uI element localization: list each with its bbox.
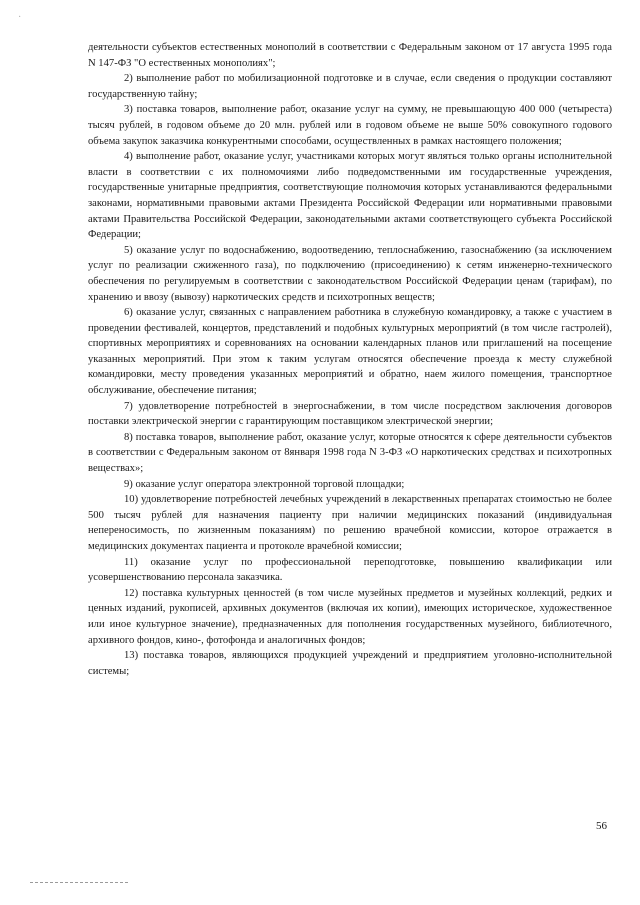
paragraph-item-10: 10) удовлетворение потребностей лечебных учреждений в лекарственных препаратах стоимостью не более 500 тысяч рублей для назначения пациенту при наличии медицинских показаний (индивидуальная непереносимость, по жизненным показаниям) по решению врачебной комиссии, которое отражается в медицинских документах пациента и протоколе врачебной комиссии; <box>88 494 612 552</box>
paragraph-item-7: 7) удовлетворение потребностей в энергоснабжении, в том числе посредством заключения договоров поставки электрической энергии с гарантирующим поставщиком электрической энергии; <box>88 400 612 428</box>
paragraph-item-3: 3) поставка товаров, выполнение работ, оказание услуг на сумму, не превышающую 400 000 (четыреста) тысяч рублей, в годовом объеме до 20 млн. рублей или в годовом объеме не выше 50% совокупного годового объема закупок заказчика конкурентными способами, осуществленных в рамках настоящего положения; <box>88 104 612 147</box>
paragraph-item-2: 2) выполнение работ по мобилизационной подготовке и в случае, если сведения о продукции составляют государственную тайну; <box>88 73 612 100</box>
paragraph-item-4: 4) выполнение работ, оказание услуг, участниками которых могут являться только органы исполнительной власти в соответствии с их полномочиями либо подведомственными им государственные учреждения, государственные унитарные предприятия, соответствующие полномочия которых устанавливаются федеральными законами, нормативными правовыми актами Президента Российской Федерации или нормативными правовыми актами Правительства Российской Федерации, законодательными актами соответствующего субъекта Российской Федерации; <box>88 151 612 241</box>
document-body <box>88 40 612 679</box>
paragraph-item-9: 9) оказание услуг оператора электронной торговой площадки; <box>124 478 405 490</box>
paragraph-continuation: деятельности субъектов естественных монополий в соответствии с Федеральным законом от 17 августа 1995 года N 147-ФЗ "О естественных монополиях"; <box>88 42 612 69</box>
paragraph-item-12: 12) поставка культурных ценностей (в том числе музейных предметов и музейных коллекций, редких и ценных изданий, рукописей, архивных документов (включая их копии), имеющих историческое, художественное или иное культурное значение), предназначенных для пополнения государственных музейного, библиотечного, архивного фондов, кино-, фотофонда и аналогичных фондов; <box>88 587 612 646</box>
paragraph-item-11: 11) оказание услуг по профессиональной переподготовке, повышению квалификации или усовершенствованию персонала заказчика. <box>88 556 612 584</box>
paragraph-item-13: 13) поставка товаров, являющихся продукцией учреждений и предприятием уголовно-исполнительной системы; <box>88 650 612 677</box>
paragraph-item-5: 5) оказание услуг по водоснабжению, водоотведению, теплоснабжению, газоснабжению (за исключением услуг по реализации сжиженного газа), по подключению (присоединению) к сетям инженерно-технического обеспечения по регулируемым в соответствии с законодательством Российской Федерации ценам (тарифам), по хранению и ввозу (вывозу) наркотических средств и психотропных веществ; <box>88 244 612 303</box>
page-number: 56 <box>596 820 607 832</box>
margin-mark: · <box>18 12 22 23</box>
scan-artifact-line <box>30 882 128 884</box>
paragraph-item-6: 6) оказание услуг, связанных с направлением работника в служебную командировку, а также с участием в проведении фестивалей, концертов, представлений и подобных культурных мероприятий (в том числе гастролей), спортивных мероприятиях и соревнованиях на основании календарных планов или приглашений на посещение указанных мероприятий. При этом к таким услугам относятся обеспечение проезда к месту служебной командировки, месту проведения указанных мероприятий и обратно, наем жилого помещения, транспортное обслуживание, обеспечение питания; <box>88 307 612 397</box>
paragraph-item-8: 8) поставка товаров, выполнение работ, оказание услуг, которые относятся к сфере деятельности субъектов в соответствии с Федеральным законом от 8января 1998 года N 3-ФЗ «О наркотических средствах и психотропных веществах»; <box>88 431 612 475</box>
